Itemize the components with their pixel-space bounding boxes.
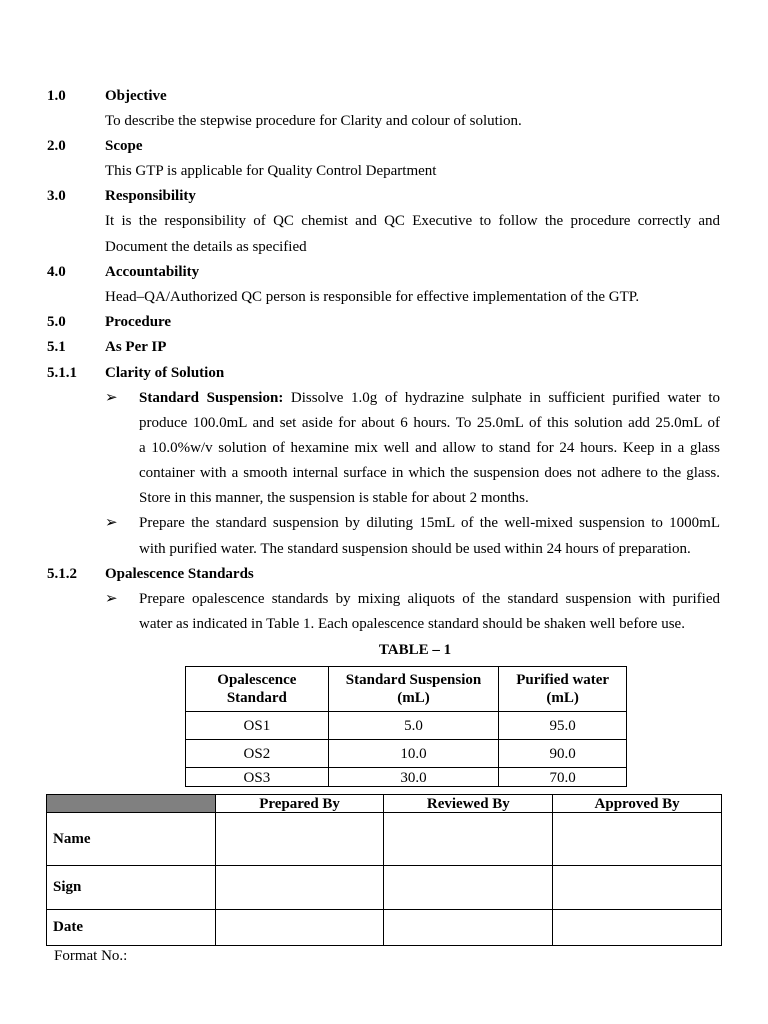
- section-objective-heading: [0, 84, 768, 109]
- section-number: 5.0: [47, 314, 66, 330]
- bullet-line-row: [0, 537, 768, 562]
- bullet-line: Prepare the standard suspension by diluting 15mL of the well-mixed suspension to 1000mL: [139, 515, 720, 531]
- paragraph-line: It is the responsibility of QC chemist and QC Executive to follow the procedure correctly and: [105, 213, 720, 229]
- table-header-row: [186, 667, 627, 712]
- header-line: Purified water: [516, 672, 610, 688]
- table-cell: 70.0: [499, 768, 627, 787]
- signoff-row-label: Date: [47, 910, 216, 946]
- bullet-line-row: [0, 486, 768, 511]
- bullet-standard-suspension: [0, 386, 768, 411]
- signoff-row-date: [47, 910, 722, 946]
- section-number: 5.1.1: [47, 365, 77, 381]
- section-number: 5.1.2: [47, 566, 77, 582]
- section-responsibility-body: [0, 209, 768, 234]
- signoff-input-cell[interactable]: [553, 866, 722, 910]
- header-line: Opalescence: [217, 672, 297, 688]
- section-number: 3.0: [47, 188, 66, 204]
- paragraph-text: This GTP is applicable for Quality Control Department: [105, 163, 437, 179]
- table-row: [186, 768, 627, 787]
- header-line: Standard: [226, 690, 287, 706]
- subsection-as-per-ip-heading: [0, 335, 768, 360]
- bullet-line-row: [0, 612, 768, 637]
- table-row: [186, 740, 627, 768]
- bullet-line-row: [0, 411, 768, 436]
- table-cell: 30.0: [328, 768, 499, 787]
- section-accountability-heading: [0, 260, 768, 285]
- subsection-clarity-heading: [0, 361, 768, 386]
- table-cell: OS3: [186, 768, 329, 787]
- signoff-input-cell[interactable]: [553, 813, 722, 866]
- bullet-line-text: Dissolve 1.0g of hydrazine sulphate in sufficient purified water to: [290, 390, 721, 406]
- bullet-line: Store in this manner, the suspension is stable for about 2 months.: [139, 490, 529, 506]
- signoff-row-label: Name: [47, 813, 216, 866]
- bullet-prepare-opalescence: [0, 587, 768, 612]
- section-title: Scope: [105, 138, 143, 154]
- signoff-input-cell[interactable]: [553, 910, 722, 946]
- section-number: 4.0: [47, 264, 66, 280]
- paragraph-text: To describe the stepwise procedure for Clarity and colour of solution.: [105, 113, 522, 129]
- opalescence-table: [185, 666, 627, 787]
- signoff-corner-cell: [47, 795, 216, 813]
- signoff-input-cell[interactable]: [384, 910, 553, 946]
- table-cell: OS2: [186, 740, 329, 768]
- signoff-row-sign: [47, 866, 722, 910]
- section-accountability-body: [0, 285, 768, 310]
- section-scope-heading: [0, 134, 768, 159]
- section-title: Opalescence Standards: [105, 566, 254, 582]
- bullet-prepare-standard: [0, 511, 768, 536]
- table-header-cell: [328, 667, 499, 712]
- bullet-line: a 10.0%w/v solution of hexamine mix well and allow to stand for 24 hours. Keep in a glass: [139, 440, 720, 456]
- header-line: (mL): [397, 690, 430, 706]
- section-title: Objective: [105, 88, 167, 104]
- arrow-bullet-icon: ➢: [105, 515, 118, 531]
- bullet-line: Prepare opalescence standards by mixing aliquots of the standard suspension with purified: [139, 591, 720, 607]
- signoff-input-cell[interactable]: [215, 866, 384, 910]
- section-title: Clarity of Solution: [105, 365, 225, 381]
- signoff-row-label: Sign: [47, 866, 216, 910]
- table-cell: 95.0: [499, 712, 627, 740]
- signoff-header-cell: Approved By: [553, 795, 722, 813]
- section-number: 2.0: [47, 138, 66, 154]
- section-responsibility-heading: [0, 184, 768, 209]
- section-number: 5.1: [47, 339, 66, 355]
- bullet-line: water as indicated in Table 1. Each opalescence standard should be shaken well before use.: [139, 616, 685, 632]
- bullet-line: with purified water. The standard suspension should be used within 24 hours of preparation.: [139, 541, 691, 557]
- section-title: Procedure: [105, 314, 172, 330]
- signoff-input-cell[interactable]: [215, 813, 384, 866]
- bullet-line-row: [0, 461, 768, 486]
- table-header-cell: [186, 667, 329, 712]
- arrow-bullet-icon: ➢: [105, 390, 118, 406]
- table-header-cell: [499, 667, 627, 712]
- table-cell: OS1: [186, 712, 329, 740]
- table-title: TABLE – 1: [378, 642, 452, 658]
- section-number: 1.0: [47, 88, 66, 104]
- signoff-header-cell: Prepared By: [215, 795, 384, 813]
- section-title: Accountability: [105, 264, 200, 280]
- signoff-row-name: [47, 813, 722, 866]
- format-number-label: Format No.:: [54, 948, 128, 964]
- section-responsibility-body-2: [0, 235, 768, 260]
- table-row: [186, 712, 627, 740]
- section-title: Responsibility: [105, 188, 196, 204]
- signoff-header-row: [47, 795, 722, 813]
- bullet-line-row: [0, 436, 768, 461]
- table-cell: 90.0: [499, 740, 627, 768]
- bullet-line: container with a smooth internal surface in which the suspension does not adhere to the glass.: [139, 465, 720, 481]
- header-line: (mL): [546, 690, 579, 706]
- signoff-input-cell[interactable]: [384, 813, 553, 866]
- bullet-line: produce 100.0mL and set aside for about 6 hours. To 25.0mL of this solution add 25.0mL of: [139, 415, 720, 431]
- header-line: Standard Suspension: [345, 672, 482, 688]
- bullet-line: [139, 386, 720, 411]
- section-objective-body: [0, 109, 768, 134]
- table-cell: 10.0: [328, 740, 499, 768]
- signoff-input-cell[interactable]: [215, 910, 384, 946]
- signoff-table: [46, 794, 722, 946]
- signoff-header-cell: Reviewed By: [384, 795, 553, 813]
- bullet-lead: Standard Suspension:: [139, 390, 284, 406]
- table-cell: 5.0: [328, 712, 499, 740]
- section-title: As Per IP: [105, 339, 167, 355]
- subsection-opalescence-heading: [0, 562, 768, 587]
- section-procedure-heading: [0, 310, 768, 335]
- paragraph-line: Document the details as specified: [105, 239, 307, 255]
- section-scope-body: [0, 159, 768, 184]
- arrow-bullet-icon: ➢: [105, 591, 118, 607]
- paragraph-text: Head–QA/Authorized QC person is responsible for effective implementation of the GTP.: [105, 289, 640, 305]
- signoff-input-cell[interactable]: [384, 866, 553, 910]
